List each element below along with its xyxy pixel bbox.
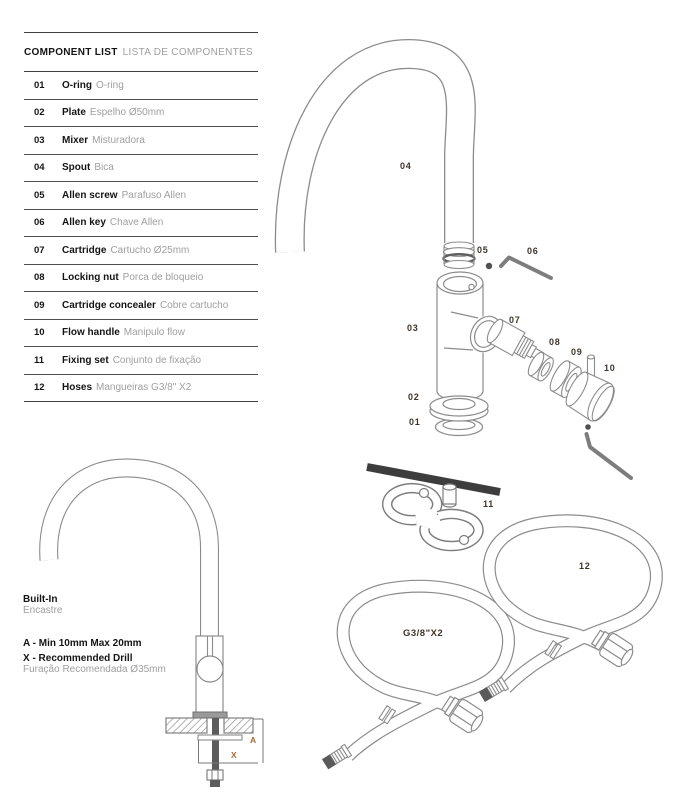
row-name: Hoses bbox=[62, 382, 93, 394]
component-row-11 bbox=[24, 346, 258, 374]
row-num: 06 bbox=[34, 217, 45, 229]
part-label-04: 04 bbox=[400, 161, 412, 171]
row-num: 05 bbox=[34, 189, 45, 201]
hose-size-label: G3/8"X2 bbox=[403, 628, 444, 639]
component-row-05 bbox=[24, 181, 258, 209]
row-alt: Misturadora bbox=[92, 134, 145, 146]
dimension-x-label: X bbox=[231, 750, 237, 760]
row-alt: Porca de bloqueio bbox=[122, 272, 204, 284]
list-title-pt: LISTA DE COMPONENTES bbox=[122, 46, 253, 58]
component-row-02 bbox=[24, 99, 258, 127]
row-num: 11 bbox=[34, 354, 45, 366]
list-title-en: COMPONENT LIST bbox=[24, 46, 118, 58]
component-row-08 bbox=[24, 264, 258, 292]
component-row-04 bbox=[24, 154, 258, 182]
row-alt: Chave Allen bbox=[109, 217, 164, 229]
row-name: Mixer bbox=[62, 134, 89, 146]
row-num: 02 bbox=[34, 107, 45, 119]
component-row-03 bbox=[24, 126, 258, 154]
component-row-12 bbox=[24, 374, 258, 402]
row-name: Locking nut bbox=[62, 272, 119, 284]
component-row-10 bbox=[24, 319, 258, 347]
component-list bbox=[24, 32, 258, 402]
part-label-07: 07 bbox=[509, 315, 521, 325]
row-num: 03 bbox=[34, 134, 45, 146]
component-row-06 bbox=[24, 209, 258, 237]
component-list-header bbox=[24, 32, 258, 71]
row-name: Cartridge concealer bbox=[62, 299, 156, 311]
spout-connector-drawing bbox=[444, 242, 475, 269]
row-name: Plate bbox=[62, 107, 86, 119]
dimension-a-label: A bbox=[250, 735, 257, 745]
note-dimension-x: X - Recommended Drill bbox=[23, 653, 133, 664]
part-label-08: 08 bbox=[549, 337, 561, 347]
handle-screw-drawing bbox=[585, 424, 591, 430]
part-label-03: 03 bbox=[407, 323, 419, 333]
row-num: 04 bbox=[34, 162, 45, 174]
row-num: 09 bbox=[34, 299, 45, 311]
row-name: Fixing set bbox=[62, 354, 109, 366]
allen-screw-drawing bbox=[486, 263, 492, 269]
note-dimension-x-sub: Furação Recomendada Ø35mm bbox=[23, 664, 166, 675]
allen-key-lower-drawing bbox=[587, 434, 632, 478]
row-name: Allen key bbox=[62, 217, 106, 229]
row-alt: Parafuso Allen bbox=[121, 189, 187, 201]
row-num: 07 bbox=[34, 244, 45, 256]
component-rows bbox=[24, 71, 258, 402]
row-alt: Cartucho Ø25mm bbox=[110, 244, 190, 256]
component-row-09 bbox=[24, 291, 258, 319]
row-alt: Bica bbox=[94, 162, 114, 174]
row-alt: Conjunto de fixação bbox=[112, 354, 202, 366]
plate-drawing bbox=[430, 396, 488, 421]
row-name: Flow handle bbox=[62, 327, 120, 339]
row-alt: Manipulo flow bbox=[123, 327, 185, 339]
component-row-01 bbox=[24, 72, 258, 99]
row-name: Allen screw bbox=[62, 189, 118, 201]
part-label-12: 12 bbox=[579, 561, 591, 571]
part-label-09: 09 bbox=[571, 347, 583, 357]
spout-drawing bbox=[290, 54, 461, 252]
row-name: Cartridge bbox=[62, 244, 107, 256]
row-alt: O-ring bbox=[96, 79, 124, 91]
component-row-07 bbox=[24, 236, 258, 264]
row-alt: Mangueiras G3/8" X2 bbox=[96, 382, 192, 394]
part-label-02: 02 bbox=[408, 392, 420, 402]
fixing-set-drawing bbox=[367, 467, 500, 546]
part-label-01: 01 bbox=[409, 417, 421, 427]
row-num: 10 bbox=[34, 327, 45, 339]
row-num: 01 bbox=[34, 79, 45, 91]
row-num: 12 bbox=[34, 382, 45, 394]
row-name: Spout bbox=[62, 162, 91, 174]
built-in-notes bbox=[23, 594, 213, 675]
part-label-11: 11 bbox=[483, 499, 495, 509]
part-label-05: 05 bbox=[477, 245, 489, 255]
row-alt: Espelho Ø50mm bbox=[89, 107, 165, 119]
part-label-10: 10 bbox=[604, 363, 616, 373]
row-num: 08 bbox=[34, 272, 45, 284]
hoses-drawing bbox=[322, 521, 657, 770]
row-alt: Cobre cartucho bbox=[159, 299, 229, 311]
note-dimension-a: A - Min 10mm Max 20mm bbox=[23, 638, 142, 649]
built-in-subtitle: Encastre bbox=[23, 605, 63, 616]
allen-key-drawing bbox=[501, 258, 551, 279]
built-in-title: Built-In bbox=[23, 594, 58, 605]
row-name: O-ring bbox=[62, 79, 92, 91]
part-label-06: 06 bbox=[527, 246, 539, 256]
